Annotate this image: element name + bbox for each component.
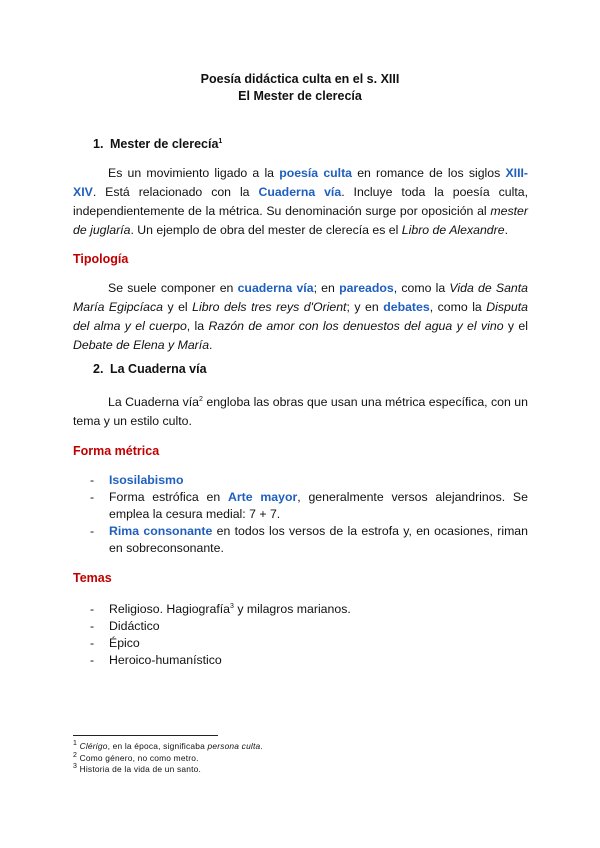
forma-metrica-list <box>73 472 528 557</box>
italic-mester-de-juglaria: mester de juglaría <box>73 204 528 237</box>
text-run: y el <box>162 300 193 314</box>
section-2-heading <box>93 361 207 377</box>
section-2-paragraph <box>73 393 528 431</box>
text-run: , la <box>186 319 209 333</box>
footnotes <box>73 741 263 776</box>
footnote-ref-3: 3 <box>230 602 234 610</box>
text-run: Forma estrófica en <box>109 490 228 504</box>
highlight-siglos: XIII-XIV <box>73 166 528 199</box>
text-run: . Incluye toda la poesía culta, independientemente de la métrica. Su denominación surge por oposición al <box>73 185 528 218</box>
list-item <box>73 472 528 489</box>
text-run: en todos los versos de la estrofa y, en ocasiones, riman en sobreconsonante. <box>109 524 528 555</box>
section-1-heading <box>93 136 222 152</box>
text-run: engloba las obras que usan una métrica específica, con un tema y un estilo culto. <box>73 395 528 428</box>
text-run: ; y en <box>346 300 384 314</box>
italic-term: Clérigo <box>79 741 108 751</box>
section-2-heading-text: La Cuaderna vía <box>110 362 207 376</box>
tipologia-heading: Tipología <box>73 252 129 266</box>
text-run: , generalmente versos alejandrinos. Se emplea la cesura medial: 7 + 7. <box>109 490 528 521</box>
highlight-isosilabismo: Isosilabismo <box>109 473 184 487</box>
text-run: . Un ejemplo de obra del mester de clerecía es el <box>130 223 402 237</box>
temas-list <box>73 601 528 669</box>
italic-term: persona culta <box>207 741 261 751</box>
text-run: , en la época, significaba <box>107 741 208 751</box>
section-2-number: 2. <box>93 362 104 376</box>
highlight-poesia-culta: poesía culta <box>279 166 353 180</box>
footnote-number: 1 <box>73 740 78 748</box>
footnote-1 <box>73 741 263 753</box>
text-run: , como la <box>393 281 450 295</box>
highlight-debates: debates <box>383 300 430 314</box>
forma-metrica-heading: Forma métrica <box>73 444 160 458</box>
list-item <box>73 523 528 557</box>
text-run: Religioso. Hagiografía <box>109 602 230 616</box>
italic-title: Disputa del alma y el cuerpo <box>73 300 528 333</box>
list-item: - Épico <box>73 635 528 652</box>
list-item: - Heroico-humanístico <box>73 652 528 669</box>
list-item: - Didáctico <box>73 618 528 635</box>
italic-title: Libro dels tres reys d'Orient <box>192 300 347 314</box>
highlight-pareados: pareados <box>339 281 394 295</box>
text-run: y el <box>503 319 528 333</box>
footnote-number: 2 <box>73 751 78 759</box>
text-run: Como género, no como metro. <box>77 752 199 763</box>
footnote-2 <box>73 753 263 765</box>
text-run: . Está relacionado con la <box>92 185 259 199</box>
section-1-number: 1. <box>93 137 104 151</box>
temas-heading: Temas <box>73 571 112 585</box>
list-item <box>73 489 528 523</box>
text-run: ; en <box>313 281 340 295</box>
highlight-rima-consonante: Rima consonante <box>109 524 213 538</box>
section-1-paragraph <box>73 164 528 240</box>
footnote-divider <box>73 735 218 736</box>
text-run: . <box>504 223 508 237</box>
highlight-cuaderna-via: cuaderna vía <box>237 281 314 295</box>
text-run: Se suele componer en <box>108 281 238 295</box>
footnote-ref-1: 1 <box>218 137 223 145</box>
title-line-1: Poesía didáctica culta en el s. XIII <box>200 72 400 86</box>
text-run: . <box>260 741 263 751</box>
text-run: y milagros marianos. <box>233 602 351 616</box>
text-run: Historia de la vida de un santo. <box>77 764 202 774</box>
text-run: La Cuaderna vía <box>108 395 199 409</box>
italic-title: Vida de Santa María Egipcíaca <box>73 281 529 314</box>
highlight-arte-mayor: Arte mayor <box>228 490 298 504</box>
text-run: en romance de los siglos <box>352 166 506 180</box>
tipologia-paragraph <box>73 279 528 355</box>
title-line-2: El Mester de clerecía <box>238 89 362 103</box>
text-run: Es un movimiento ligado a la <box>108 166 280 180</box>
section-1-heading-text: Mester de clerecía <box>110 137 219 151</box>
text-run: . <box>209 338 213 352</box>
document-title <box>0 71 600 105</box>
italic-libro-de-alexandre: Libro de Alexandre <box>401 223 505 237</box>
footnote-3 <box>73 764 263 776</box>
highlight-cuaderna-via: Cuaderna vía <box>258 185 342 199</box>
text-run: , como la <box>429 300 487 314</box>
list-item <box>73 601 528 618</box>
footnote-number: 3 <box>73 763 78 771</box>
italic-title: Debate de Elena y María <box>73 338 210 352</box>
italic-title: Razón de amor con los denuestos del agua y el vino <box>208 319 504 333</box>
footnote-ref-2: 2 <box>199 395 203 403</box>
